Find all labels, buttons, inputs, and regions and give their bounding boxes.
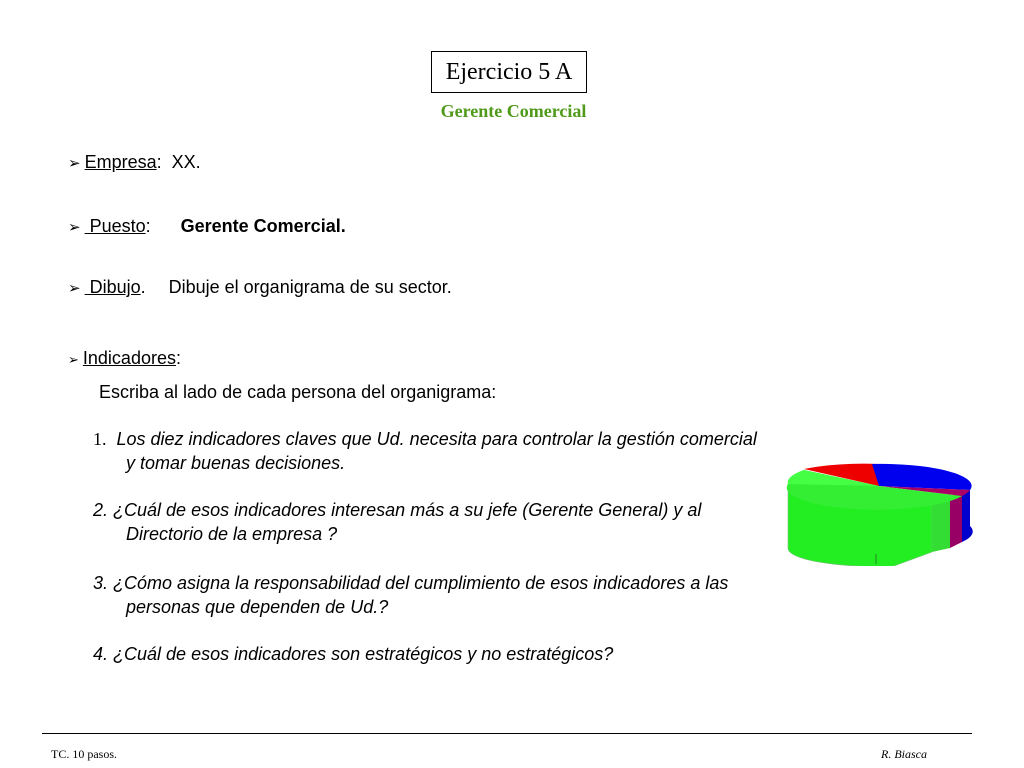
question-text-cont: personas que dependen de Ud.? — [126, 597, 389, 617]
arrow-bullet-icon: ➢ — [68, 155, 81, 172]
slide-title: Ejercicio 5 A — [445, 58, 573, 85]
puesto-label: Puesto — [84, 216, 146, 236]
puesto-value: Gerente Comercial. — [180, 216, 346, 236]
question-number: 4. — [93, 644, 109, 664]
arrow-bullet-icon: ➢ — [68, 352, 79, 367]
bullet-indicadores: ➢ Indicadores: — [68, 348, 181, 368]
slide-title-box — [431, 51, 587, 93]
bullet-empresa: ➢ Empresa: XX. — [68, 152, 201, 172]
question-text-cont: Directorio de la empresa ? — [126, 524, 338, 544]
arrow-bullet-icon: ➢ — [68, 280, 81, 297]
pie-side-blue — [962, 490, 973, 542]
question-text: ¿Cuál de esos indicadores son estratégicos y no estratégicos? — [113, 644, 614, 664]
pie-slice-blue — [872, 464, 972, 490]
dibujo-label: Dibujo — [84, 277, 141, 297]
dibujo-value: Dibuje el organigrama de su sector. — [168, 277, 452, 297]
indicadores-label: Indicadores — [82, 348, 176, 368]
instructions-text: Escriba al lado de cada persona del organigrama: — [99, 382, 497, 402]
footer-author: R. Biasca — [881, 747, 927, 761]
question-text-cont: y tomar buenas decisiones. — [126, 453, 346, 473]
question-number: 1. — [93, 429, 107, 449]
pie-chart-icon — [784, 456, 974, 566]
question-number: 3. — [93, 573, 109, 593]
bullet-dibujo: ➢ Dibujo. Dibuje el organigrama de su sector. — [68, 277, 452, 297]
question-2 — [93, 498, 701, 546]
question-text: ¿Cómo asigna la responsabilidad del cumplimiento de esos indicadores a las — [113, 573, 729, 593]
question-number: 2. — [93, 500, 109, 520]
bullet-puesto: ➢ Puesto: Gerente Comercial. — [68, 216, 346, 236]
slide-subtitle: Gerente Comercial — [440, 101, 587, 121]
arrow-bullet-icon: ➢ — [68, 219, 81, 236]
question-1 — [93, 427, 757, 475]
question-text: Los diez indicadores claves que Ud. necesita para controlar la gestión comercial — [116, 429, 757, 449]
question-text: ¿Cuál de esos indicadores interesan más a su jefe (Gerente General) y al — [113, 500, 702, 520]
question-3 — [93, 571, 728, 619]
empresa-label: Empresa — [84, 152, 157, 172]
footer-left-text: TC. 10 pasos. — [51, 747, 117, 761]
empresa-value: XX. — [171, 152, 201, 172]
footer-divider — [42, 733, 972, 734]
question-4 — [93, 642, 613, 666]
